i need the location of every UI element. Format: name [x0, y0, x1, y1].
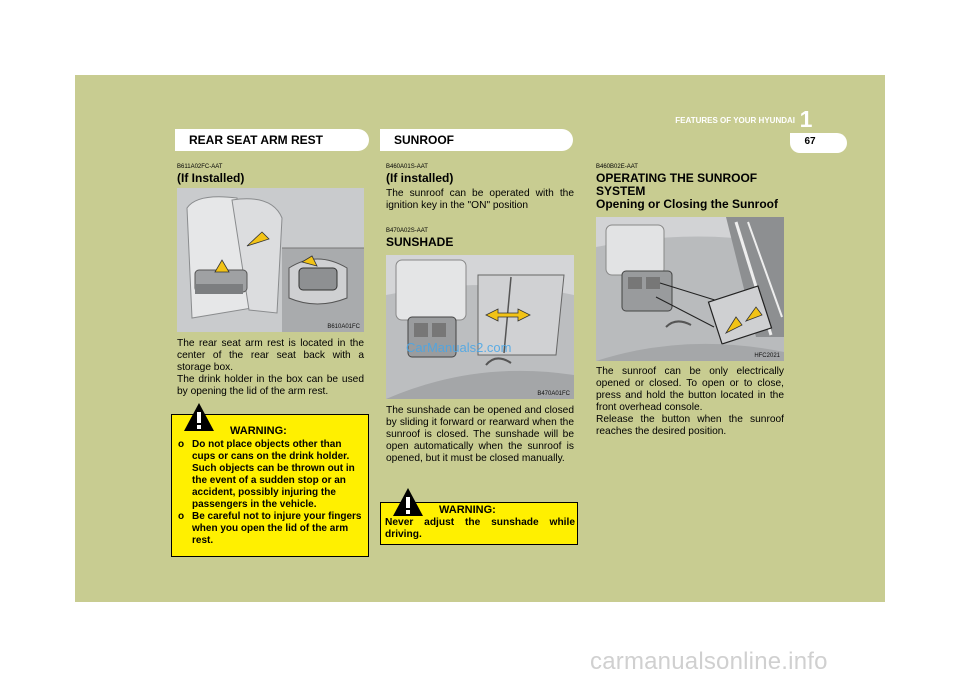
section-code: B460A01S-AAT: [386, 164, 428, 170]
warning-bullet: o: [178, 439, 185, 450]
warning-item-text: Be careful not to injure your fingers when you open the lid of the arm rest.: [192, 511, 362, 546]
section-code: B470A02S-AAT: [386, 228, 428, 234]
page-number: 67: [804, 136, 816, 147]
section-subhead: SUNSHADE: [386, 235, 454, 249]
warning-title: WARNING:: [439, 504, 496, 516]
warning-item: [178, 511, 364, 547]
sunshade-figure: [386, 255, 574, 399]
warning-item-text: Do not place objects other than cups or cans on the drink holder. Such objects can be thrown out in the event of a sudden stop or an accident, possibly injuring the passengers in the vehicle.: [192, 439, 355, 510]
sunshade-illustration: [386, 255, 574, 399]
drink-holder-description: The drink holder in the box can be used by opening the lid of the arm rest.: [177, 374, 364, 397]
warning-item: [178, 439, 364, 511]
warning-bullet: o: [178, 511, 185, 522]
section-code: B460B02E-AAT: [596, 164, 638, 170]
middle-column: [386, 164, 574, 249]
section-subhead-line3: Opening or Closing the Sunroof: [596, 197, 778, 211]
sunroof-switch-figure: [596, 217, 784, 361]
footer-watermark: carmanualsonline.info: [590, 648, 828, 675]
sunroof-ignition-description: The sunroof can be operated with the ignition key in the "ON" position: [386, 188, 574, 211]
arm-rest-description: The rear seat arm rest is located in the center of the rear seat back with a storage box.: [177, 338, 364, 373]
section-subhead: (If installed): [386, 171, 454, 185]
warning-list: [178, 439, 364, 547]
section-code: B611A02FC-AAT: [177, 164, 223, 170]
warning-triangle-icon: [183, 402, 215, 432]
sunroof-release-description: Release the button when the sunroof reaches the desired position.: [596, 414, 784, 437]
right-column: [596, 164, 784, 211]
section-subhead: (If Installed): [177, 171, 245, 185]
section-subhead-line1: OPERATING THE SUNROOF: [596, 171, 758, 185]
chapter-number: 1: [799, 106, 813, 132]
chapter-title: FEATURES OF YOUR HYUNDAI: [675, 116, 795, 125]
left-body: [177, 338, 364, 398]
sunroof-operation-description: The sunroof can be only electrically opened or closed. To open or to close, press and hold the button located in the front overhead console.: [596, 366, 784, 413]
arm-rest-illustration: [177, 188, 364, 332]
sunroof-switch-illustration: [596, 217, 784, 361]
sunshade-description: The sunshade can be opened and closed by sliding it forward or rearward when the sunroof is closed. The sunshade will be open automatically when the sunroof is opened, but it must be closed manually.: [386, 405, 574, 464]
arm-rest-figure: [177, 188, 364, 332]
figure-code: B470A01FC: [537, 391, 570, 397]
section-tab-sunroof: SUNROOF: [380, 129, 573, 151]
sunshade-warning-box: [380, 502, 578, 545]
left-column: [177, 164, 364, 185]
figure-code: HFC2021: [754, 353, 780, 359]
warning-triangle-icon: [392, 487, 424, 517]
middle-body: [386, 405, 574, 465]
right-body: [596, 366, 784, 438]
watermark-text: CarManuals2.com: [406, 340, 512, 355]
warning-title: WARNING:: [230, 425, 287, 437]
warning-text: Never adjust the sunshade while driving.: [385, 517, 575, 540]
arm-rest-warning-box: [171, 414, 369, 557]
figure-code: B610A01FC: [327, 324, 360, 330]
section-tab-rear-seat-arm-rest: REAR SEAT ARM REST: [175, 129, 369, 151]
section-subhead-line2: SYSTEM: [596, 184, 646, 198]
